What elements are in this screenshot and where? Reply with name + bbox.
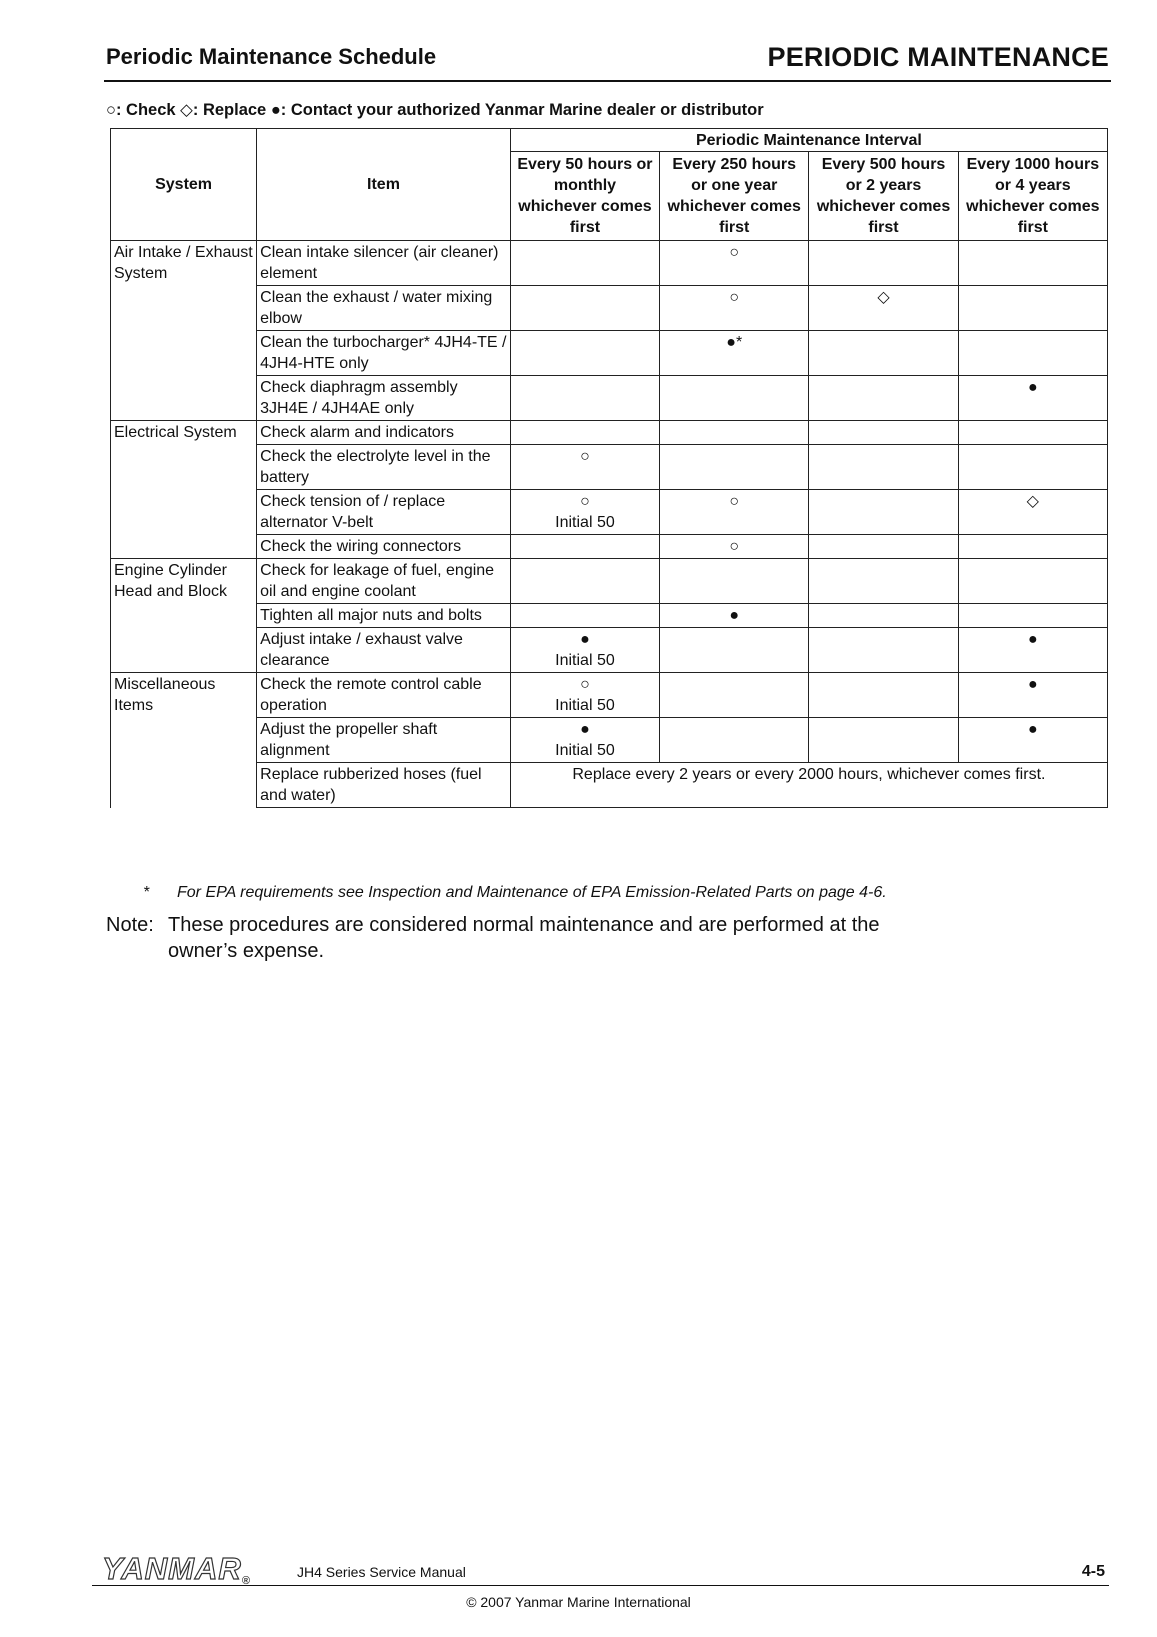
system-cell: Air Intake / Exhaust System [111, 241, 257, 421]
header-divider [104, 80, 1111, 82]
copyright: © 2007 Yanmar Marine International [466, 1594, 691, 1610]
interval-mark-cell [809, 445, 958, 490]
interval-note: Initial 50 [555, 697, 615, 714]
item-cell: Tighten all major nuts and bolts [257, 604, 511, 628]
table-row [111, 559, 1108, 604]
interval-mark-cell [660, 604, 809, 628]
table-row [111, 331, 1108, 376]
item-cell: Check alarm and indicators [257, 421, 511, 445]
yanmar-logo [102, 1551, 251, 1587]
interval-mark-cell [510, 421, 659, 445]
item-cell: Replace rubberized hoses (fuel and water) [257, 763, 511, 808]
interval-mark-cell [958, 673, 1107, 718]
symbol-legend [106, 100, 764, 120]
maintenance-mark-icon: ● [729, 607, 740, 624]
interval-mark-cell [660, 421, 809, 445]
maintenance-mark-icon: ○ [729, 538, 740, 555]
interval-mark-cell [809, 604, 958, 628]
item-cell: Clean the exhaust / water mixing elbow [257, 286, 511, 331]
maintenance-mark-icon: ●* [726, 334, 743, 351]
check-label: : Check [115, 101, 181, 119]
interval-mark-cell [958, 604, 1107, 628]
interval-250-header: Every 250 hours or one year whichever comes first [660, 152, 809, 241]
epa-footnote [143, 884, 887, 902]
interval-500-header: Every 500 hours or 2 years whichever comes first [809, 152, 958, 241]
interval-mark-cell [660, 286, 809, 331]
maintenance-mark-icon: ○ [729, 244, 740, 261]
interval-mark-cell [660, 490, 809, 535]
interval-mark-cell [958, 535, 1107, 559]
interval-mark-cell [809, 241, 958, 286]
table-row [111, 376, 1108, 421]
table-row [111, 604, 1108, 628]
interval-mark-cell [809, 421, 958, 445]
table-row [111, 241, 1108, 286]
interval-mark-cell [510, 376, 659, 421]
table-row [111, 535, 1108, 559]
interval-mark-cell [660, 718, 809, 763]
maintenance-mark-icon: ○ [729, 493, 740, 510]
span-note-cell: Replace every 2 years or every 2000 hours, whichever comes first. [510, 763, 1107, 808]
item-cell: Check the remote control cable operation [257, 673, 511, 718]
interval-mark-cell [510, 490, 659, 535]
interval-mark-cell [809, 331, 958, 376]
interval-mark-cell [660, 628, 809, 673]
interval-mark-cell [809, 535, 958, 559]
item-cell: Check the electrolyte level in the battery [257, 445, 511, 490]
maintenance-mark-icon: ◇ [877, 289, 890, 306]
interval-mark-cell [809, 673, 958, 718]
interval-mark-cell [660, 331, 809, 376]
interval-header: Periodic Maintenance Interval [510, 129, 1107, 152]
interval-mark-cell [660, 535, 809, 559]
table-row [111, 490, 1108, 535]
interval-mark-cell [958, 376, 1107, 421]
system-cell: Miscellaneous Items [111, 673, 257, 808]
interval-mark-cell [510, 673, 659, 718]
interval-mark-cell [958, 559, 1107, 604]
interval-mark-cell [958, 331, 1107, 376]
interval-mark-cell [809, 559, 958, 604]
maintenance-mark-icon: ● [1027, 721, 1038, 738]
interval-mark-cell [510, 445, 659, 490]
chapter-title: PERIODIC MAINTENANCE [767, 42, 1109, 72]
interval-mark-cell [660, 673, 809, 718]
table-row [111, 673, 1108, 718]
maintenance-mark-icon: ● [1027, 676, 1038, 693]
item-cell: Check the wiring connectors [257, 535, 511, 559]
note-text: These procedures are considered normal maintenance and are performed at the owner’s expense. [168, 914, 880, 962]
dealer-label: : Contact your authorized Yanmar Marine dealer or distributor [280, 101, 764, 119]
table-row [111, 286, 1108, 331]
footnote-text: For EPA requirements see Inspection and Maintenance of EPA Emission-Related Parts on page 4-6. [177, 884, 887, 901]
interval-mark-cell [510, 604, 659, 628]
item-cell: Adjust intake / exhaust valve clearance [257, 628, 511, 673]
maintenance-mark-icon: ◇ [1026, 493, 1039, 510]
system-cell: Engine Cylinder Head and Block [111, 559, 257, 673]
logo-text: YANMAR [102, 1551, 242, 1586]
maintenance-schedule-table [110, 128, 1108, 808]
interval-mark-cell [510, 331, 659, 376]
logo-registered-mark: ® [241, 1575, 251, 1587]
maintenance-mark-icon: ○ [580, 448, 590, 465]
interval-mark-cell [510, 286, 659, 331]
system-cell: Electrical System [111, 421, 257, 559]
interval-mark-cell [958, 421, 1107, 445]
interval-mark-cell [660, 241, 809, 286]
footnote-marker: * [143, 884, 150, 901]
manual-title: JH4 Series Service Manual [297, 1564, 466, 1580]
note-label: Note: [106, 914, 154, 936]
interval-mark-cell [660, 559, 809, 604]
item-cell: Check diaphragm assembly 3JH4E / 4JH4AE only [257, 376, 511, 421]
maintenance-mark-icon: ● [1027, 631, 1038, 648]
interval-1000-header: Every 1000 hours or 4 years whichever comes first [958, 152, 1107, 241]
interval-mark-cell [958, 490, 1107, 535]
interval-mark-cell [809, 376, 958, 421]
maintenance-mark-icon: ○ [580, 493, 590, 510]
item-cell: Clean intake silencer (air cleaner) element [257, 241, 511, 286]
interval-mark-cell [958, 241, 1107, 286]
interval-note: Initial 50 [555, 652, 615, 669]
item-cell: Adjust the propeller shaft alignment [257, 718, 511, 763]
item-cell: Clean the turbocharger* 4JH4-TE / 4JH4-HTE only [257, 331, 511, 376]
interval-mark-cell [958, 445, 1107, 490]
footer-divider [92, 1585, 1109, 1586]
note-block [106, 912, 926, 964]
interval-mark-cell [510, 241, 659, 286]
maintenance-mark-icon: ○ [729, 289, 740, 306]
replace-symbol-icon: ◇ [180, 101, 193, 119]
interval-note: Initial 50 [555, 742, 615, 759]
interval-mark-cell [809, 718, 958, 763]
item-cell: Check for leakage of fuel, engine oil and engine coolant [257, 559, 511, 604]
maintenance-mark-icon: ● [1027, 379, 1038, 396]
maintenance-mark-icon: ● [580, 721, 590, 738]
interval-mark-cell [510, 628, 659, 673]
interval-mark-cell [660, 376, 809, 421]
interval-note: Initial 50 [555, 514, 615, 531]
interval-50-header: Every 50 hours or monthly whichever comes first [510, 152, 659, 241]
replace-label: : Replace [192, 101, 271, 119]
table-row [111, 628, 1108, 673]
interval-mark-cell [958, 718, 1107, 763]
table-row [111, 718, 1108, 763]
interval-mark-cell [958, 286, 1107, 331]
schedule-body [111, 241, 1108, 808]
interval-mark-cell [510, 559, 659, 604]
system-column-header: System [111, 129, 257, 241]
interval-mark-cell [660, 445, 809, 490]
interval-mark-cell [510, 535, 659, 559]
interval-mark-cell [958, 628, 1107, 673]
maintenance-mark-icon: ● [580, 631, 590, 648]
item-cell: Check tension of / replace alternator V-belt [257, 490, 511, 535]
interval-mark-cell [809, 490, 958, 535]
item-column-header: Item [257, 129, 511, 241]
section-title: Periodic Maintenance Schedule [106, 44, 437, 69]
maintenance-mark-icon: ○ [580, 676, 590, 693]
table-row [111, 445, 1108, 490]
check-symbol-icon: ○ [106, 101, 116, 119]
table-row [111, 421, 1108, 445]
interval-mark-cell [809, 286, 958, 331]
interval-mark-cell [510, 718, 659, 763]
page-number: 4-5 [1081, 1563, 1105, 1580]
dealer-symbol-icon: ● [270, 101, 281, 119]
interval-mark-cell [809, 628, 958, 673]
table-row [111, 763, 1108, 808]
